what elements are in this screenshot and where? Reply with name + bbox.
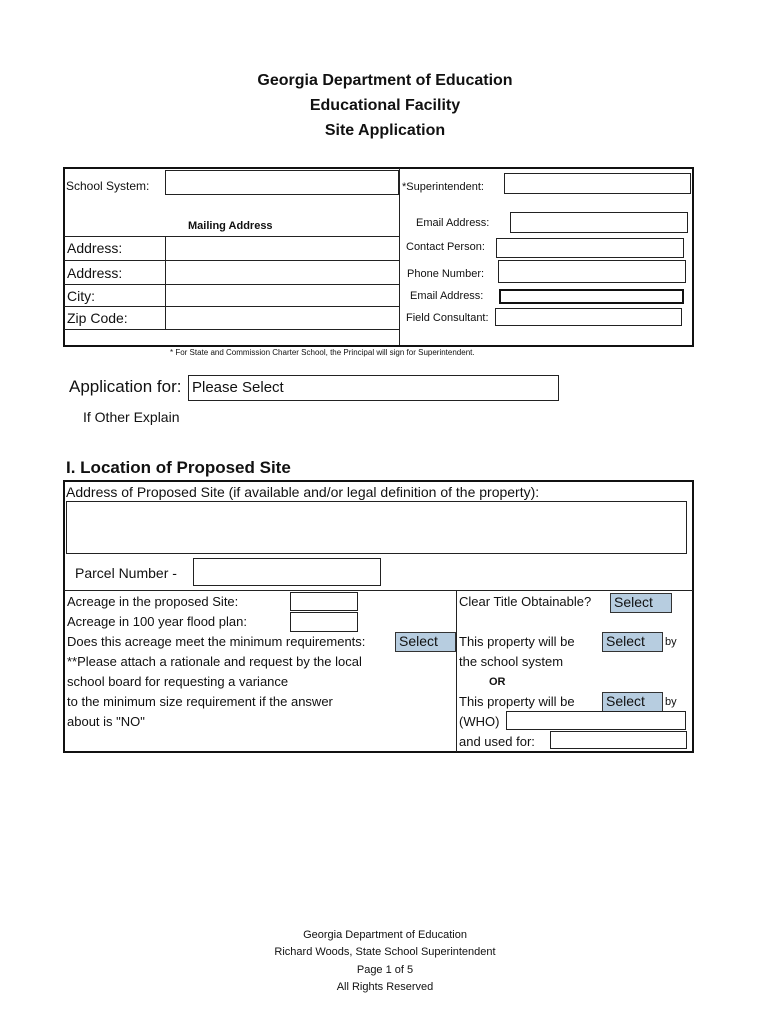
acreage-input[interactable] [290, 592, 358, 611]
email2-input[interactable] [499, 289, 684, 304]
note-line-4: about is "NO" [67, 714, 145, 729]
city-label: City: [67, 288, 95, 304]
clear-title-select[interactable]: Select [610, 593, 672, 613]
property1-label: This property will be [459, 634, 575, 649]
min-req-label: Does this acreage meet the minimum requirements: [67, 634, 366, 649]
property1-select[interactable]: Select [602, 632, 663, 652]
footer-line-2: Richard Woods, State School Superintendent [274, 946, 496, 958]
min-req-select[interactable]: Select [395, 632, 456, 652]
flood-input[interactable] [290, 612, 358, 632]
address1-input[interactable] [166, 237, 398, 259]
contact-person-label: Contact Person: [406, 241, 485, 253]
section1-heading: I. Location of Proposed Site [66, 458, 291, 477]
phone-label: Phone Number: [407, 268, 485, 280]
who-label: (WHO) [459, 714, 500, 729]
address2-input[interactable] [166, 261, 398, 283]
by1-label: by [665, 636, 677, 648]
school-system-label: School System: [66, 179, 150, 193]
field-consultant-input[interactable] [495, 308, 682, 326]
parcel-label: Parcel Number - [75, 565, 177, 581]
property2-label: This property will be [459, 694, 575, 709]
site-address-input[interactable] [66, 501, 687, 554]
clear-title-label: Clear Title Obtainable? [459, 594, 592, 609]
field-consultant-label: Field Consultant: [406, 312, 489, 324]
property2-select[interactable]: Select [602, 692, 663, 712]
by2-label: by [665, 696, 677, 708]
email1-input[interactable] [510, 212, 688, 233]
footer-line-1: Georgia Department of Education [303, 929, 467, 941]
address1-label: Address: [67, 240, 123, 256]
application-label: Application for: [69, 377, 182, 396]
email1-label: Email Address: [416, 217, 490, 229]
note-line-2: school board for requesting a variance [67, 674, 289, 689]
application-select[interactable]: Please Select [188, 375, 559, 401]
footer-line-4: All Rights Reserved [336, 981, 434, 993]
superintendent-input[interactable] [504, 173, 691, 194]
note-line-3: to the minimum size requirement if the answer [67, 694, 333, 709]
used-for-label: and used for: [459, 734, 535, 749]
contact-person-input[interactable] [496, 238, 684, 258]
site-address-label: Address of Proposed Site (if available and/or legal definition of the property): [66, 484, 540, 500]
page-subtitle-2: Site Application [324, 122, 446, 139]
zip-input[interactable] [166, 307, 398, 328]
note-line-1: **Please attach a rationale and request by the local [67, 654, 362, 669]
phone-input[interactable] [498, 260, 686, 283]
page-title: Georgia Department of Education [257, 72, 513, 89]
flood-label: Acreage in 100 year flood plan: [67, 614, 247, 629]
school-system-text: the school system [459, 654, 564, 669]
mailing-address-heading: Mailing Address [188, 220, 273, 232]
school-system-input[interactable] [165, 170, 399, 195]
acreage-label: Acreage in the proposed Site: [67, 594, 239, 609]
footnote: * For State and Commission Charter School, the Principal will sign for Superintendent. [170, 348, 475, 357]
zip-label: Zip Code: [67, 310, 128, 326]
or-text: OR [489, 676, 506, 688]
city-input[interactable] [166, 285, 398, 305]
page-subtitle: Educational Facility [309, 97, 461, 114]
parcel-input[interactable] [193, 558, 381, 586]
email2-label: Email Address: [410, 290, 484, 302]
address2-label: Address: [67, 265, 123, 281]
footer-page-number: Page 1 of 5 [356, 964, 414, 976]
other-explain-label: If Other Explain [83, 409, 180, 425]
superintendent-label: *Superintendent: [402, 181, 484, 193]
who-input[interactable] [506, 711, 686, 730]
used-for-input[interactable] [550, 731, 687, 749]
